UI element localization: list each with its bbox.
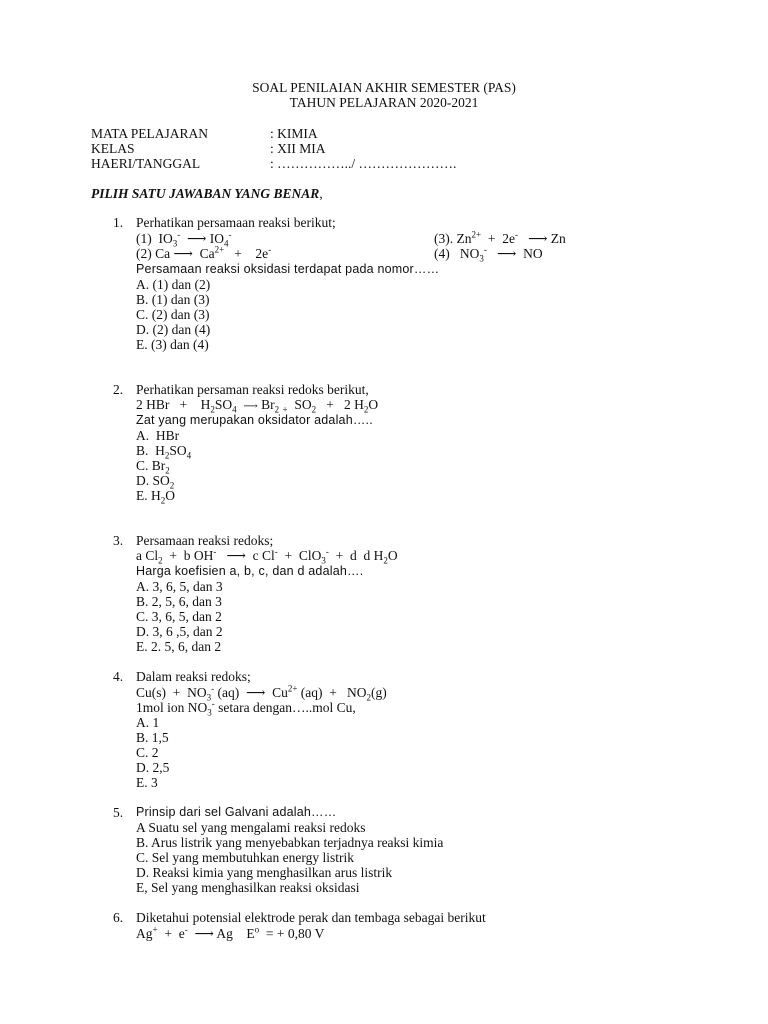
q3-question: Harga koefisien a, b, c, dan d adalah…. (136, 564, 364, 578)
class-label: KELAS (91, 141, 135, 156)
q5-option-a: A Suatu sel yang mengalami reaksi redoks (136, 820, 366, 835)
q4-number: 4. (113, 669, 124, 684)
q3-option-e: E. 2. 5, 6, dan 2 (136, 639, 222, 654)
q3-option-b: B. 2, 5, 6, dan 3 (136, 594, 222, 609)
q6-text: Diketahui potensial elektrode perak dan tembaga sebagai berikut (136, 910, 486, 925)
subject-label: MATA PELAJARAN (91, 126, 209, 141)
instruction-suffix: , (319, 186, 323, 201)
q4-question-suffix: setara dengan…..mol Cu, (218, 700, 356, 715)
q1-question: Persamaan reaksi oksidasi terdapat pada nomor…… (136, 262, 440, 276)
class-value: : XII MIA (270, 141, 326, 156)
q5-number: 5. (113, 805, 124, 820)
q1-option-b: B. (1) dan (3) (136, 292, 210, 307)
instruction-text: PILIH SATU JAWABAN YANG BENAR (91, 186, 320, 201)
q4-reaction: $Cu(s) + NO_3^-$ (aq) ⟶ $Cu^{2+}$ $(aq) + NO_2(g)$ (136, 683, 387, 703)
q1-reaction-4: (4) $NO_3^-$ ⟶ NO (434, 244, 543, 264)
q2-option-a: A. HBr (136, 428, 180, 443)
q1-option-d: D. (2) dan (4) (136, 322, 211, 337)
q1-reaction-1: (1) $IO_3^-$ ⟶ $IO_4^-$ (136, 229, 232, 249)
q5-option-b: B. Arus listrik yang menyebabkan terjadnya reaksi kimia (136, 835, 444, 850)
q1-option-a: A. (1) dan (2) (136, 277, 211, 292)
date-label: HAERI/TANGGAL (91, 156, 201, 171)
q6-reaction: Ag+ + e- ⟶ Ag $E^o$ = + 0,80 V (136, 924, 325, 941)
q4-option-b: B. 1,5 (136, 730, 169, 745)
q2-text: Perhatikan persaman reaksi redoks berikut, (136, 382, 369, 397)
q2-option-c: C. $Br_2$ (136, 458, 170, 476)
q6-number: 6. (113, 910, 124, 925)
exam-title: SOAL PENILAIAN AKHIR SEMESTER (PAS) (252, 80, 516, 95)
q2-reaction: 2 HBr + $H_2SO_4$ ⟶ $Br_2$ $_+$ $SO_2 + 2$ $H_2O$ (136, 397, 379, 415)
q3-option-a: A. 3, 6, 5, dan 3 (136, 579, 223, 594)
q2-option-b: B. $H_2SO_4$ (136, 443, 192, 461)
q1-reaction-3: (3). $Zn^{2+} + 2e^-$ ⟶ Zn (434, 229, 566, 246)
q1-number: 1. (113, 215, 124, 230)
q3-reaction: a $Cl_2 + b$ OH- ⟶ c Cl- + ClO$_3$- + d d $H_2O$ (136, 546, 398, 566)
q5-option-c: C. Sel yang membutuhkan energy listrik (136, 850, 354, 865)
q2-option-d: D. $SO_2$ (136, 473, 175, 491)
q4-question: 1mol ion $NO_3^-$ setara dengan…..mol Cu, (136, 698, 356, 718)
q5-option-d: D. Reaksi kimia yang menghasilkan arus listrik (136, 865, 393, 880)
q2-option-e: E. $H_2O$ (136, 488, 175, 506)
q5-option-e: E, Sel yang menghasilkan reaksi oksidasi (136, 880, 360, 895)
q3-text: Persamaan reaksi redoks; (136, 533, 274, 548)
subject-value: : KIMIA (270, 126, 318, 141)
instruction (91, 186, 323, 201)
q3-option-d: D. 3, 6 ,5, dan 2 (136, 624, 223, 639)
q1-reaction-2: (2) Ca ⟶ $Ca^{2+}$ + 2e- (136, 244, 272, 261)
q3-option-c: C. 3, 6, 5, dan 2 (136, 609, 222, 624)
q2-question: Zat yang merupakan oksidator adalah….. (136, 413, 373, 427)
q1-option-c: C. (2) dan (3) (136, 307, 210, 322)
date-value: : ……………../ …………………. (270, 156, 457, 171)
q4-option-c: C. 2 (136, 745, 159, 760)
q1-option-e: E. (3) dan (4) (136, 337, 209, 352)
q4-option-e: E. 3 (136, 775, 158, 790)
q2-number: 2. (113, 382, 124, 397)
q4-option-a: A. 1 (136, 715, 160, 730)
q4-text: Dalam reaksi redoks; (136, 669, 251, 684)
exam-year: TAHUN PELAJARAN 2020-2021 (289, 95, 479, 110)
q4-option-d: D. 2,5 (136, 760, 170, 775)
q3-number: 3. (113, 533, 124, 548)
q5-text: Prinsip dari sel Galvani adalah…… (136, 805, 337, 819)
q1-text: Perhatikan persamaan reaksi berikut; (136, 215, 336, 230)
